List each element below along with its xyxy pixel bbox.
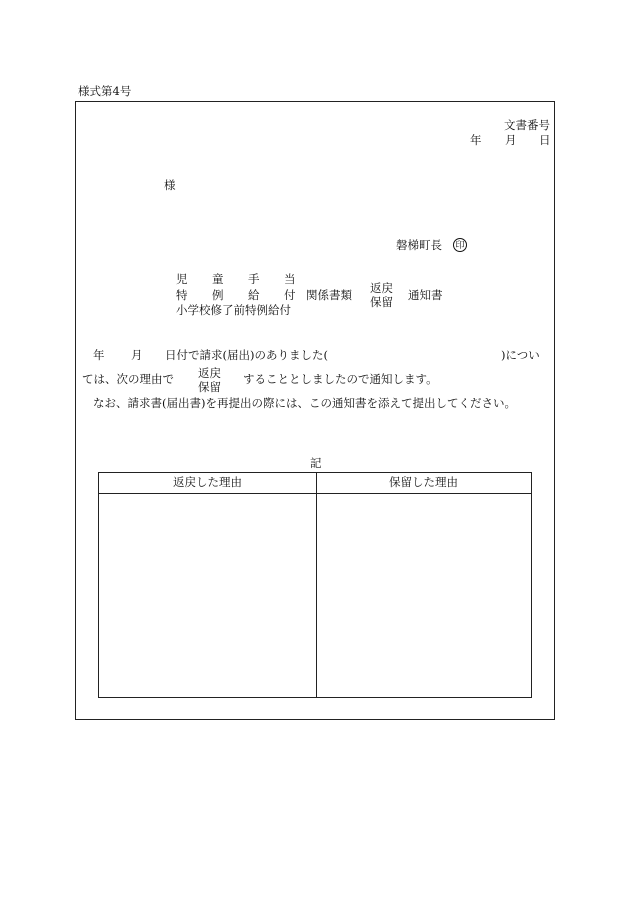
title-middle: 関係書類 [306, 288, 352, 302]
body-line1-text: 日付で請求(届出)のありました( [165, 348, 328, 362]
table-header-return-reason: 返戻した理由 [173, 475, 242, 489]
doc-number-label: 文書番号 [504, 118, 550, 132]
body-line3: なお、請求書(届出書)を再提出の際には、この通知書を添えて提出してください。 [93, 396, 516, 410]
table-header-hold-reason: 保留した理由 [389, 475, 458, 489]
title-row1-char: 手 [248, 272, 260, 286]
title-row2-char: 特 [176, 288, 188, 302]
title-row1-char: 童 [212, 272, 224, 286]
form-number: 様式第4号 [78, 84, 132, 98]
date-year: 年 [470, 133, 482, 147]
body-option-stack [198, 366, 221, 394]
seal-stamp: 印 [453, 238, 467, 252]
title-option-stack [370, 281, 393, 309]
body-line2-start: ては、次の理由で [82, 372, 174, 386]
title-row1-char: 当 [284, 272, 296, 286]
body-line1-end: )につい [501, 348, 540, 362]
issuer-name: 磐梯町長 [396, 238, 442, 252]
date-month: 月 [505, 133, 517, 147]
ki-label: 記 [310, 456, 322, 470]
body-option-hold: 保留 [198, 380, 221, 394]
body-month: 月 [131, 348, 143, 362]
title-option-return: 返戻 [370, 281, 393, 295]
addressee-suffix: 様 [164, 178, 176, 192]
title-row3: 小学校修了前特例給付 [176, 303, 291, 317]
title-suffix: 通知書 [408, 288, 443, 302]
hold-reason-cell[interactable] [317, 494, 531, 697]
title-row1-char: 児 [176, 272, 188, 286]
body-option-return: 返戻 [198, 366, 221, 380]
title-row2-char: 例 [212, 288, 224, 302]
body-line2-end: することとしましたので通知します。 [243, 372, 438, 386]
return-reason-cell[interactable] [99, 494, 316, 697]
title-row2-char: 付 [284, 288, 296, 302]
title-option-hold: 保留 [370, 295, 393, 309]
reason-table [98, 472, 532, 698]
date-day: 日 [539, 133, 551, 147]
title-row2-char: 給 [248, 288, 260, 302]
body-year: 年 [93, 348, 105, 362]
